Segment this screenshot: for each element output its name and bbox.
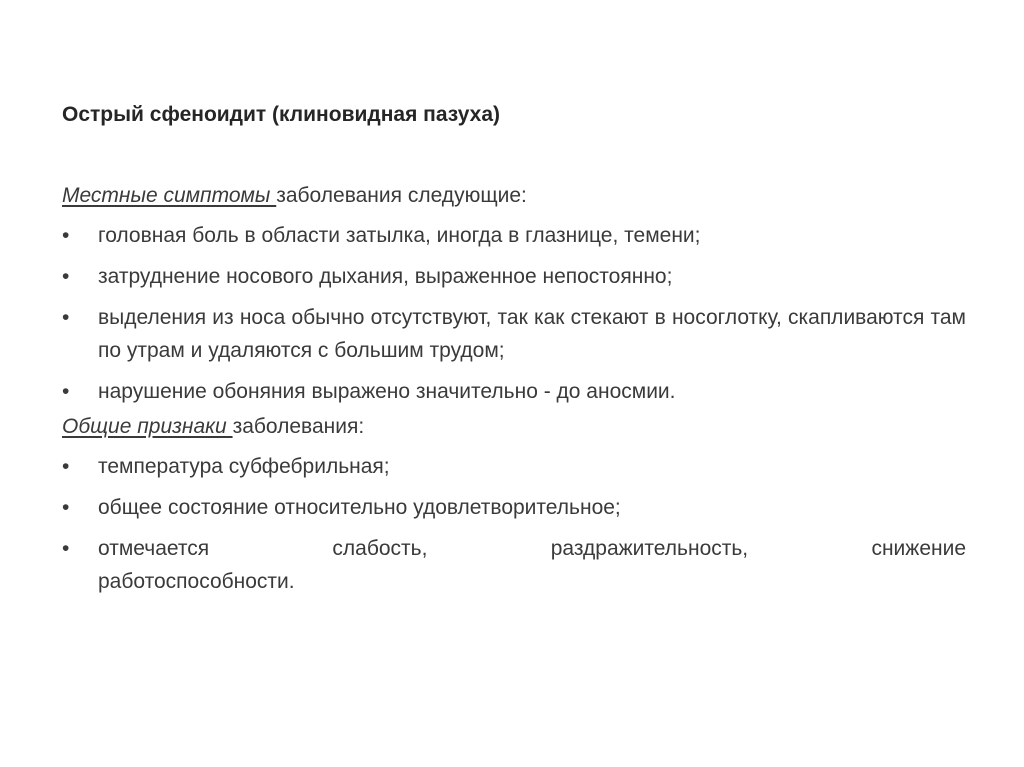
word: отмечается bbox=[98, 537, 210, 560]
bullet-icon: • bbox=[62, 496, 70, 519]
list-item bbox=[62, 375, 966, 408]
bullet-icon: • bbox=[62, 537, 70, 560]
bullet-icon: • bbox=[62, 306, 70, 329]
list-item-text: выделения из носа обычно отсутствуют, так как стекают в носоглотку, скапливаются там по утрам и удаляются с большим трудом; bbox=[98, 306, 966, 362]
general-signs-heading-rest: заболевания: bbox=[232, 415, 365, 438]
bullet-icon: • bbox=[62, 455, 70, 478]
list-item bbox=[62, 532, 966, 598]
local-symptoms-heading-emphasis: Местные симптомы bbox=[62, 184, 277, 207]
slide-body bbox=[62, 179, 966, 606]
list-item-second-line: работоспособности. bbox=[98, 570, 295, 593]
local-symptoms-list bbox=[62, 219, 966, 408]
bullet-icon: • bbox=[62, 224, 70, 247]
word: снижение bbox=[871, 537, 966, 560]
list-item-text: головная боль в области затылка, иногда в глазнице, темени; bbox=[98, 224, 701, 247]
local-symptoms-heading bbox=[62, 179, 966, 219]
bullet-icon: • bbox=[62, 265, 70, 288]
list-item bbox=[62, 260, 966, 293]
general-signs-heading bbox=[62, 410, 966, 450]
general-signs-heading-emphasis: Общие признаки bbox=[62, 415, 233, 438]
general-signs-list bbox=[62, 450, 966, 598]
bullet-icon: • bbox=[62, 380, 70, 403]
slide-title: Острый сфеноидит (клиновидная пазуха) bbox=[62, 103, 500, 126]
local-symptoms-heading-rest: заболевания следующие: bbox=[276, 184, 527, 207]
list-item-text: затруднение носового дыхания, выраженное непостоянно; bbox=[98, 265, 673, 288]
list-item-text: общее состояние относительно удовлетворительное; bbox=[98, 496, 621, 519]
list-item-text: нарушение обоняния выражено значительно - до аносмии. bbox=[98, 380, 676, 403]
list-item-text: температура субфебрильная; bbox=[98, 455, 390, 478]
list-item-first-line bbox=[98, 532, 966, 565]
list-item bbox=[62, 301, 966, 367]
list-item-text bbox=[98, 532, 966, 598]
list-item bbox=[62, 491, 966, 524]
word: слабость, bbox=[332, 537, 428, 560]
list-item bbox=[62, 219, 966, 252]
list-item bbox=[62, 450, 966, 483]
word: раздражительность, bbox=[550, 537, 749, 560]
